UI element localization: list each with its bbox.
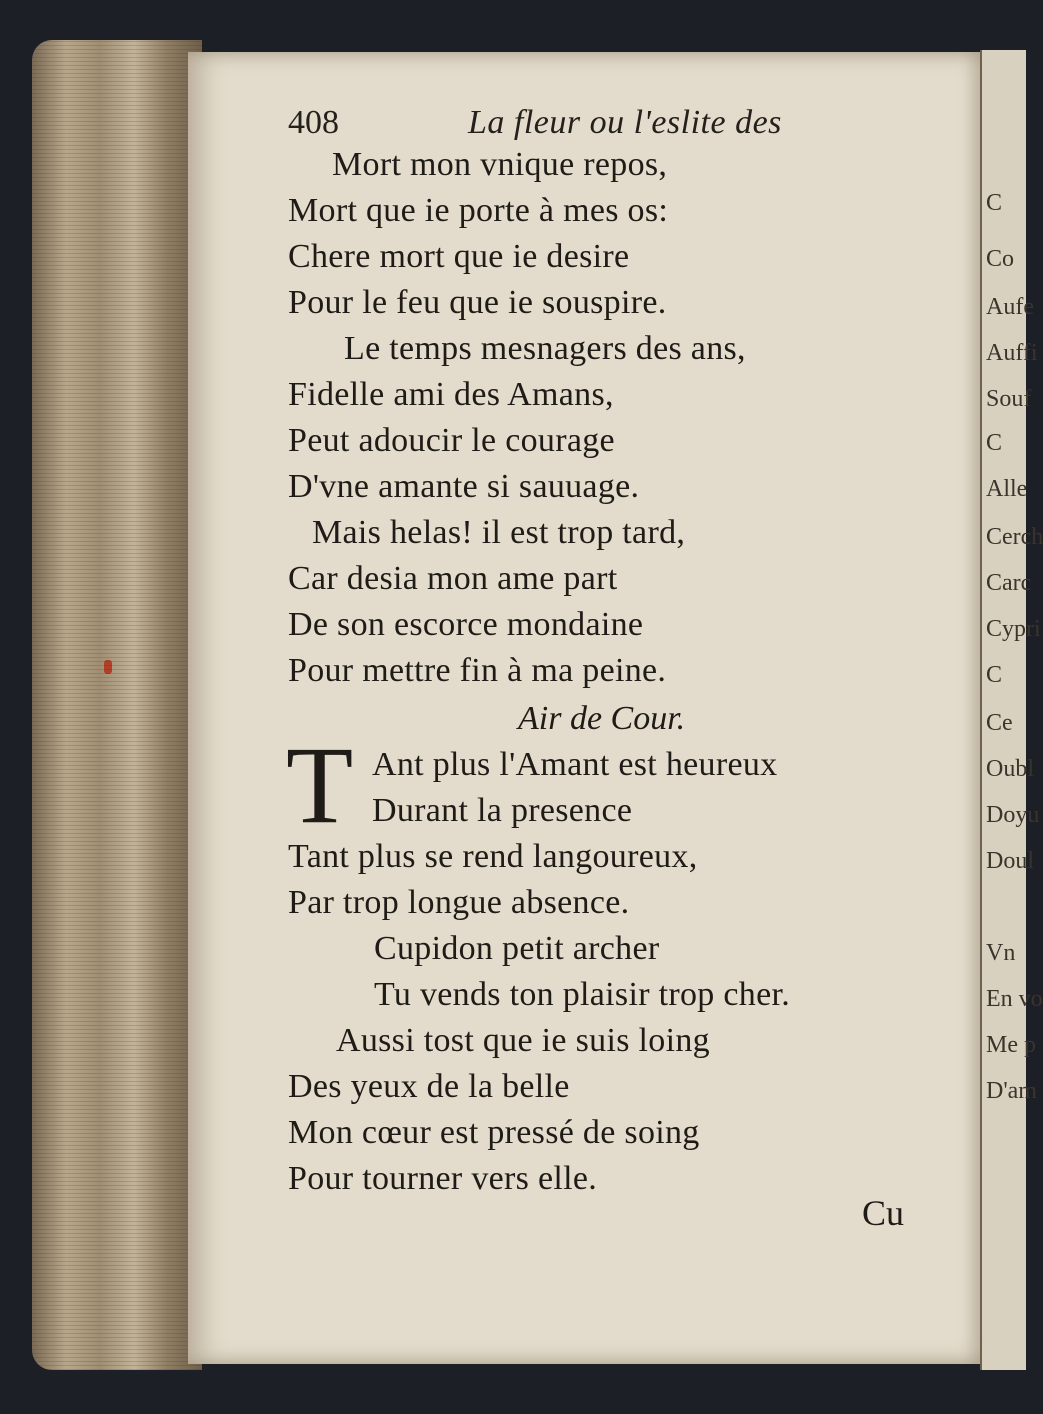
running-title: La fleur ou l'eslite des — [468, 104, 782, 141]
drop-cap: T — [286, 724, 354, 846]
verse-line: Ant plus l'Amant est heureux — [372, 746, 778, 783]
facing-fragment: C — [986, 430, 1003, 456]
verse-line: Car desia mon ame part — [288, 560, 618, 597]
facing-fragment: Aufe — [986, 294, 1034, 320]
facing-fragment: En vo — [986, 986, 1043, 1012]
page-number: 408 — [288, 104, 339, 141]
facing-fragment: Me p — [986, 1032, 1036, 1058]
facing-fragment: D'am — [986, 1078, 1037, 1104]
verse-line: Pour tourner vers elle. — [288, 1160, 598, 1197]
facing-fragment: Doyu — [986, 802, 1040, 828]
facing-fragment: Cypri — [986, 616, 1041, 642]
catchword: Cu — [862, 1193, 905, 1233]
facing-fragment: Oubl — [986, 756, 1034, 782]
facing-fragment: Doul — [986, 848, 1034, 874]
verse-line: Tu vends ton plaisir trop cher. — [374, 976, 791, 1013]
header — [288, 104, 808, 150]
verse-line: Mais helas! il est trop tard, — [312, 514, 686, 551]
verse-line: Aussi tost que ie suis loing — [336, 1022, 710, 1059]
verse-line: Chere mort que ie desire — [288, 238, 630, 275]
facing-fragment: C — [986, 190, 1003, 216]
book-edge — [32, 40, 202, 1370]
verse-line: Pour le feu que ie souspire. — [288, 284, 667, 321]
verse-line: Mort que ie porte à mes os: — [288, 192, 669, 229]
verse-line: Tant plus se rend langoureux, — [288, 838, 698, 875]
facing-page — [980, 50, 1043, 1370]
verse-line: Cupidon petit archer — [374, 930, 660, 967]
verse-line: Durant la presence — [372, 792, 633, 829]
facing-fragment: Auffi — [986, 340, 1038, 366]
verse-line: De son escorce mondaine — [288, 606, 644, 643]
verse-line: Peut adoucir le courage — [288, 422, 615, 459]
verse-line: Par trop longue absence. — [288, 884, 630, 921]
verse-line: Fidelle ami des Amans, — [288, 376, 614, 413]
facing-fragment: C — [986, 662, 1003, 688]
verse-line: Mort mon vnique repos, — [332, 146, 668, 183]
facing-fragment: Souf — [986, 386, 1032, 412]
verse-line: D'vne amante si sauuage. — [288, 468, 640, 505]
facing-fragment: Alle — [986, 476, 1028, 502]
verse-line: Pour mettre fin à ma peine. — [288, 652, 667, 689]
facing-fragment: Carc — [986, 570, 1032, 596]
verse-line: Des yeux de la belle — [288, 1068, 570, 1105]
section-title: Air de Cour. — [518, 700, 686, 737]
facing-fragment: Co — [986, 246, 1015, 272]
red-ink-spot — [104, 660, 112, 674]
facing-fragment: Ce — [986, 710, 1013, 736]
facing-fragment: Cerch — [986, 524, 1043, 550]
verse-line: Mon cœur est pressé de soing — [288, 1114, 700, 1151]
facing-fragment: Vn — [986, 940, 1016, 966]
verse-line: Le temps mesnagers des ans, — [344, 330, 746, 367]
